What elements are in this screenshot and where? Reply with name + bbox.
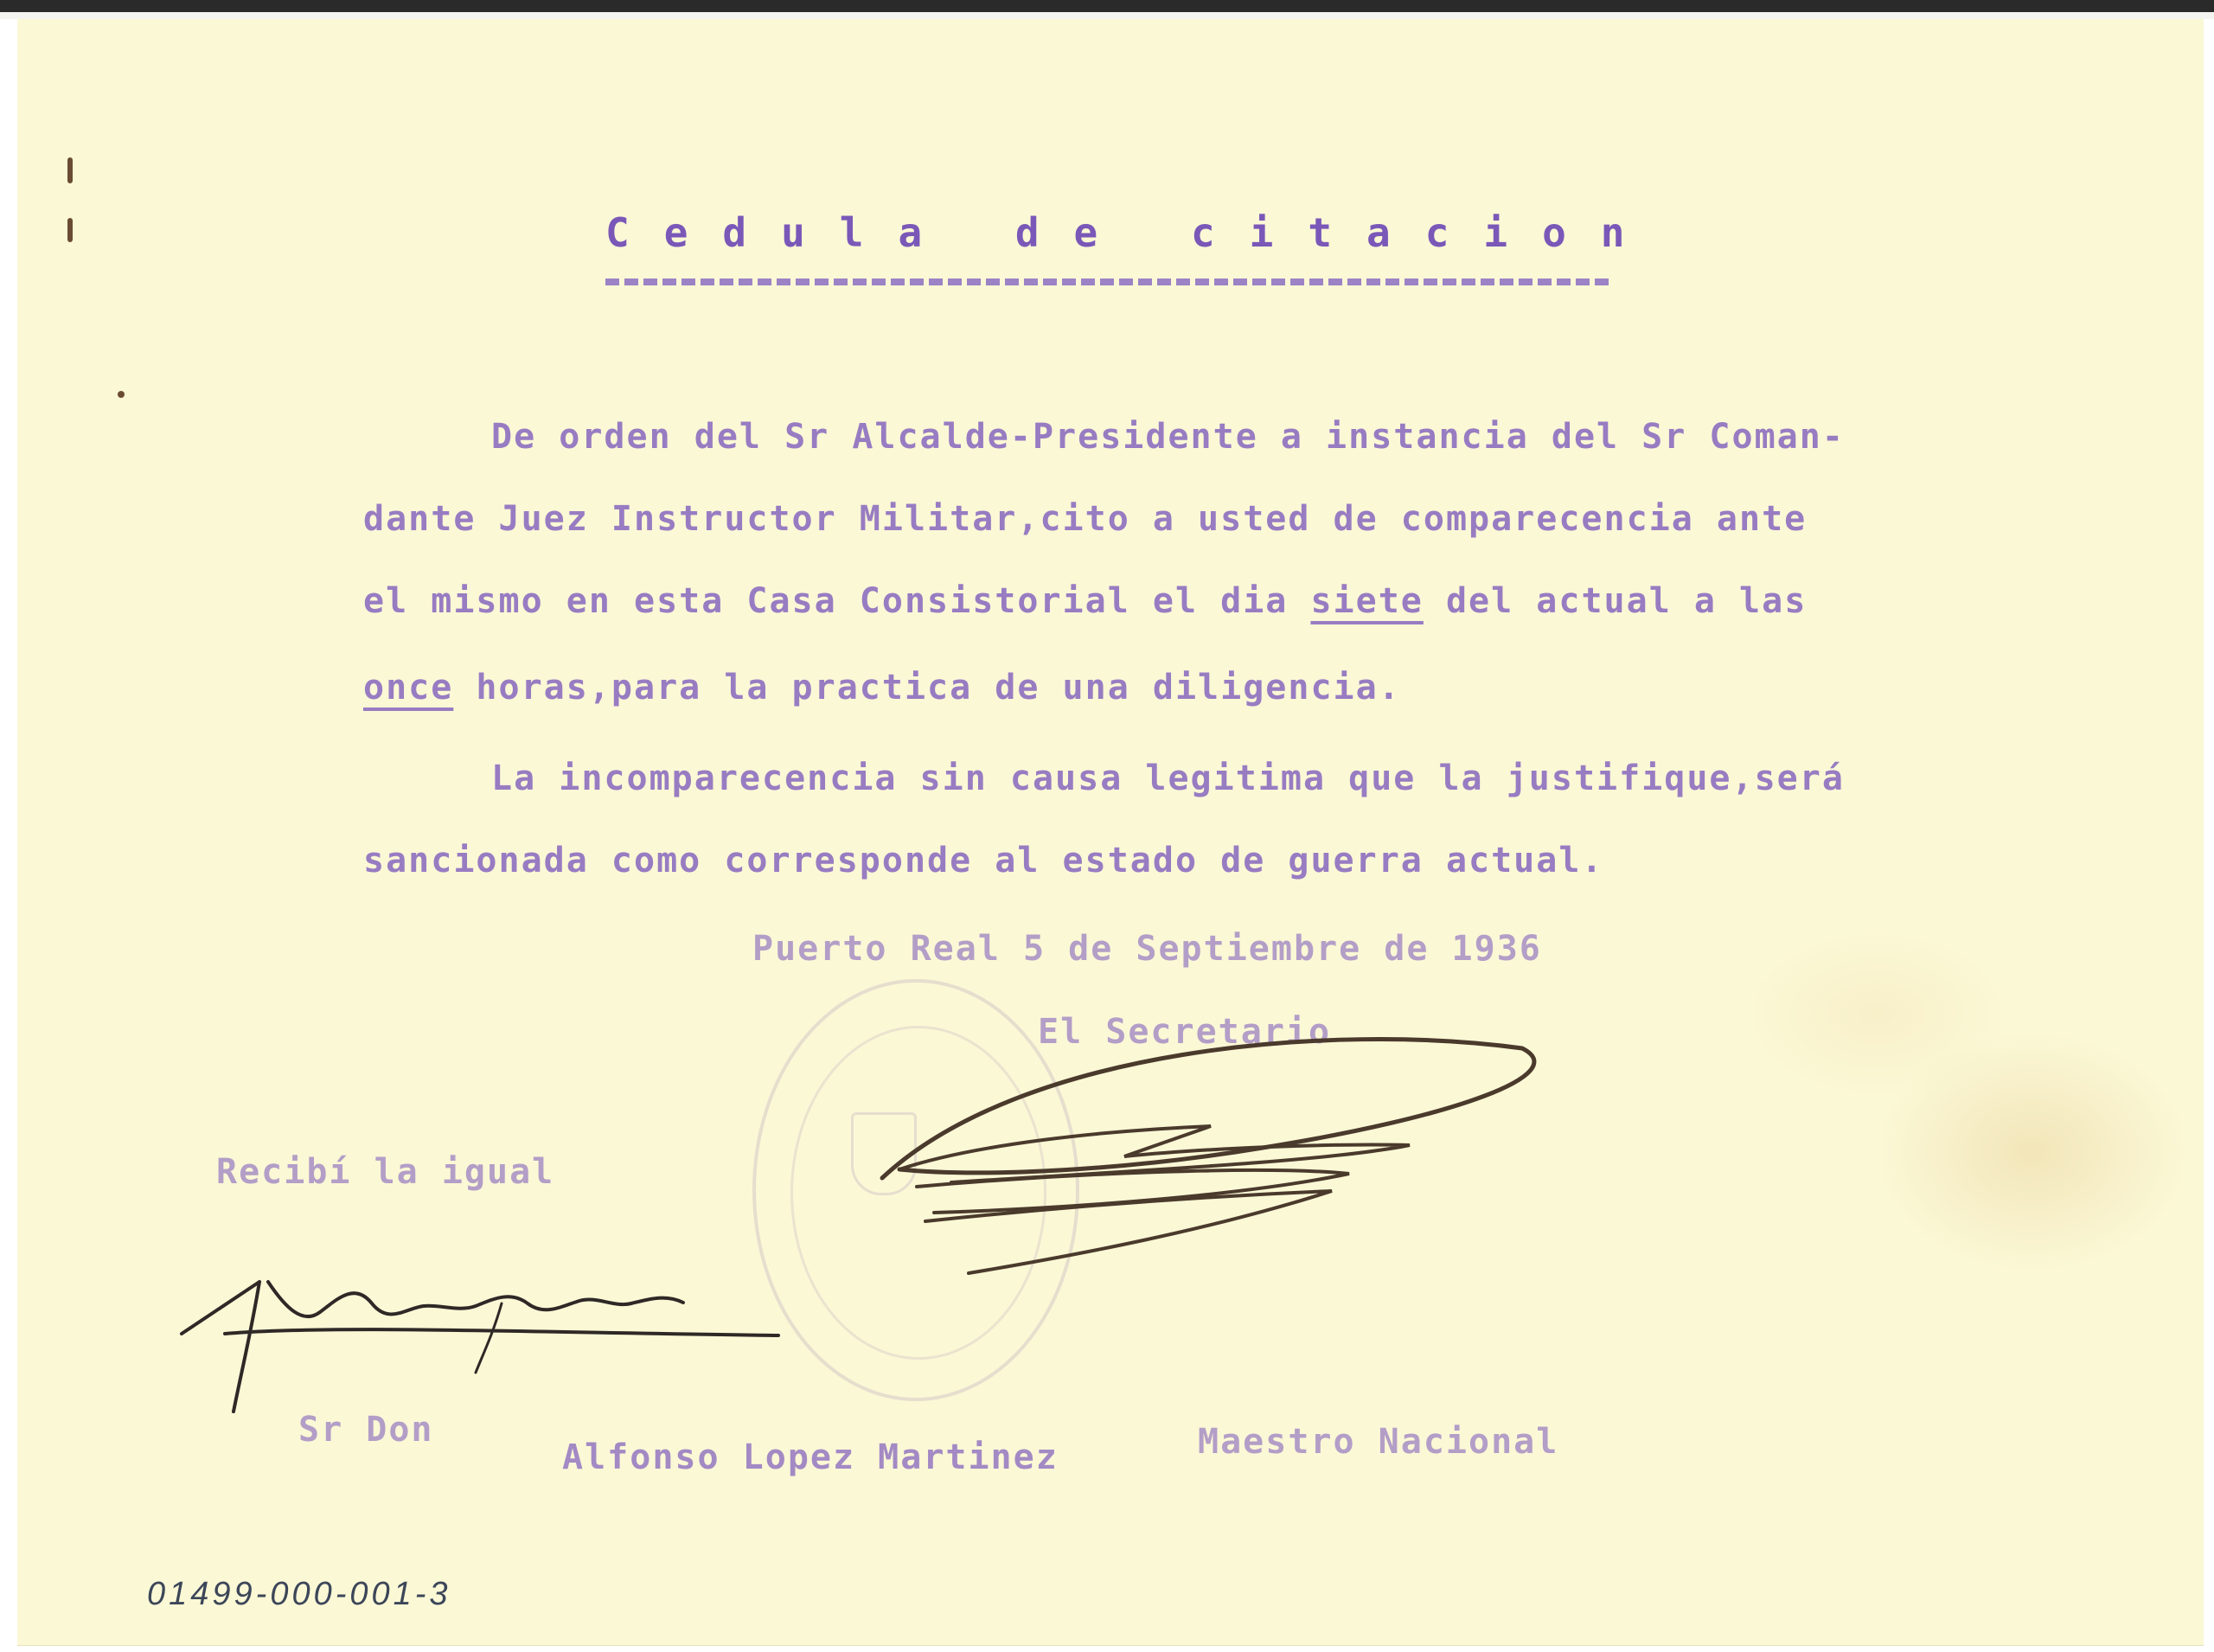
- scanner-top-margin: [0, 12, 2214, 19]
- recipient-prefix: Sr Don: [298, 1410, 434, 1450]
- title-underline: [605, 279, 1609, 285]
- recipient-signature-text: Alfonso López: [294, 1284, 663, 1345]
- margin-mark: [118, 391, 125, 398]
- margin-mark: [67, 218, 73, 242]
- secretary-signature: [848, 996, 1565, 1308]
- paragraph2-line1: La incomparecencia sin causa legitima que la justifique,será: [491, 759, 1845, 798]
- paragraph1-line2: dante Juez Instructor Militar,cito a usted de comparecencia ante: [363, 499, 1808, 539]
- paragraph1-line3: [363, 581, 1807, 621]
- catalog-number: 01499-000-001-3: [147, 1576, 451, 1612]
- day-underlined: siete: [1310, 581, 1424, 621]
- recipient-name: Alfonso Lopez Martinez: [562, 1437, 1059, 1477]
- paragraph1-line3-start: el mismo en esta Casa Consistorial el dia: [363, 581, 1311, 621]
- paragraph1-line4-end: horas,para la practica de una diligencia.: [453, 668, 1401, 708]
- document-paper: [17, 19, 2204, 1646]
- paragraph1-line4: [363, 668, 1401, 708]
- received-label: Recibí la igual: [216, 1152, 555, 1192]
- paragraph2-line2: sancionada como corresponde al estado de guerra actual.: [363, 841, 1604, 880]
- margin-mark: [67, 157, 73, 183]
- paragraph1-line1: De orden del Sr Alcalde-Presidente a instancia del Sr Coman-: [491, 417, 1845, 457]
- secretary-label: El Secretario: [1038, 1012, 1332, 1052]
- paragraph1-line3-end: del actual a las: [1423, 581, 1808, 621]
- place-date: Puerto Real 5 de Septiembre de 1936: [752, 929, 1542, 969]
- recipient-signature: [156, 1230, 813, 1455]
- recipient-title: Maestro Nacional: [1198, 1422, 1559, 1462]
- hour-underlined: once: [363, 668, 454, 708]
- document-title: Cedula de citacion: [605, 209, 1660, 256]
- scanner-top-rule: [0, 0, 2214, 12]
